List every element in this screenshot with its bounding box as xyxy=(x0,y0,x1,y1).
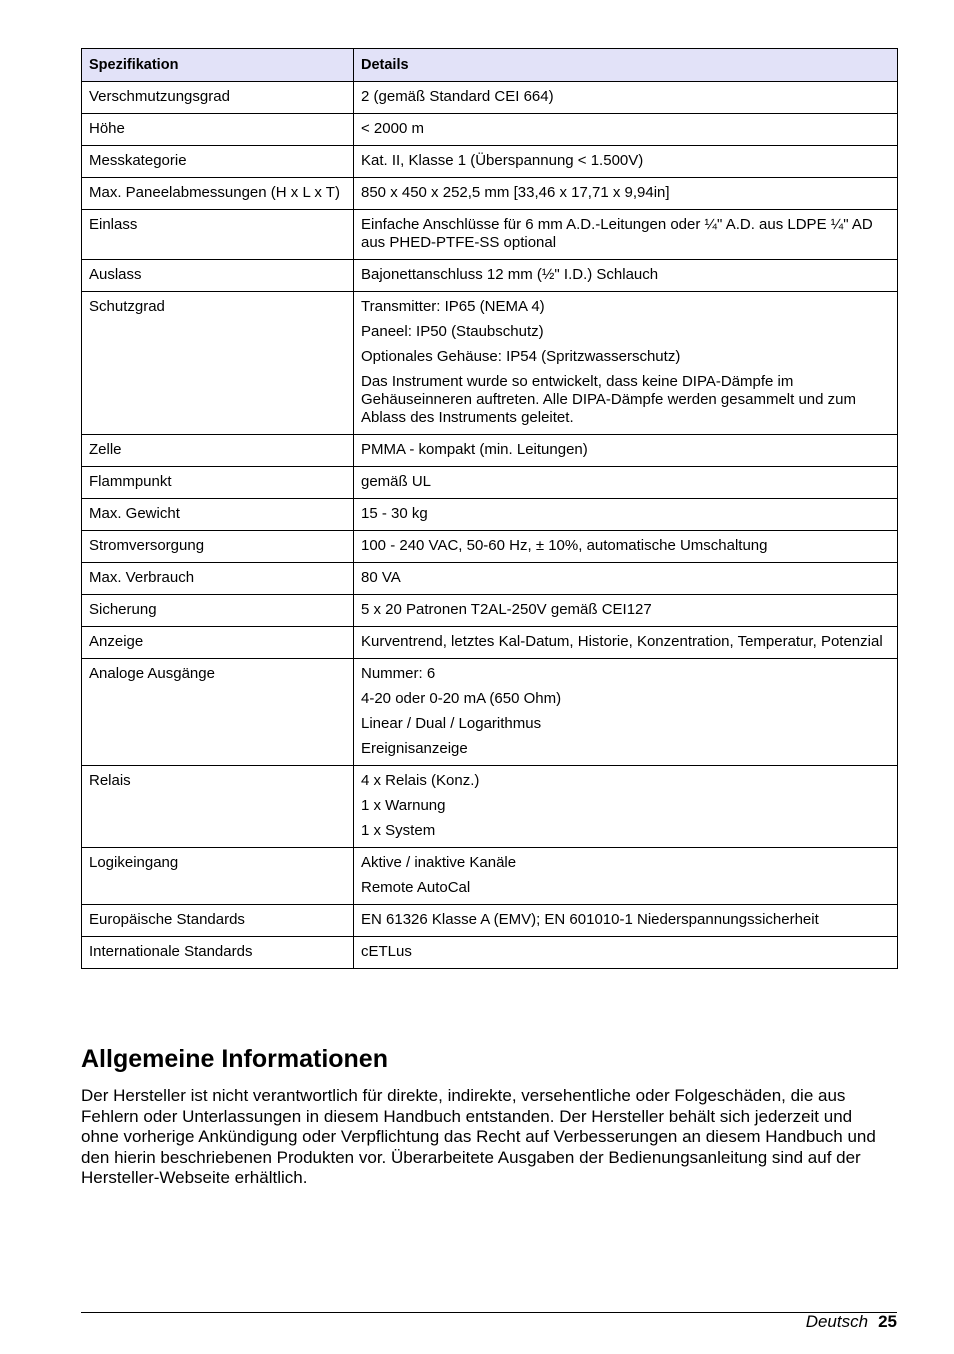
table-row xyxy=(82,178,898,210)
column-header-details: Details xyxy=(354,49,898,82)
section-body-text: Der Hersteller ist nicht verantwortlich für direkte, indirekte, versehentliche oder Folgeschäden, die aus Fehlern oder Unterlassungen in diesem Handbuch entstanden. Der Hersteller behält sich jederzeit und ohne vorherige Ankündigung oder Verpflichtung das Recht auf Verbesserungen an diesem Handbuch und den hierin beschriebenen Produkten vor. Überarbeitete Ausgaben der Bedienungsanleitung sind auf der Hersteller-Webseite erhältlich. xyxy=(81,1086,876,1187)
spec-name-cell: Verschmutzungsgrad xyxy=(82,82,354,114)
spec-name-cell: Internationale Standards xyxy=(82,937,354,969)
spec-detail-line: 850 x 450 x 252,5 mm [33,46 x 17,71 x 9,94in] xyxy=(361,184,670,201)
table-row xyxy=(82,260,898,292)
table-row xyxy=(82,146,898,178)
spec-name-cell: Stromversorgung xyxy=(82,531,354,563)
spec-detail-line: Nummer: 6 xyxy=(361,665,436,682)
spec-details-cell xyxy=(354,178,898,210)
table-row xyxy=(82,499,898,531)
spec-name-cell: Messkategorie xyxy=(82,146,354,178)
spec-details-cell xyxy=(354,563,898,595)
spec-details-cell xyxy=(354,937,898,969)
spec-detail-line: 15 - 30 kg xyxy=(361,505,428,522)
spec-detail-line: 1 x Warnung xyxy=(361,797,446,814)
spec-detail-line: Das Instrument wurde so entwickelt, dass keine DIPA-Dämpfe im Gehäuseinneren auftreten. Alle DIPA-Dämpfe werden gesammelt und zum Ablass des Instruments geleitet. xyxy=(361,373,856,426)
spec-detail-line: 4 x Relais (Konz.) xyxy=(361,772,480,789)
spec-details-cell xyxy=(354,848,898,905)
spec-details-cell xyxy=(354,595,898,627)
table-row xyxy=(82,292,898,435)
spec-detail-line: 5 x 20 Patronen T2AL-250V gemäß CEI127 xyxy=(361,601,652,618)
spec-detail-line: Bajonettanschluss 12 mm (½" I.D.) Schlauch xyxy=(361,266,659,283)
footer-language: Deutsch xyxy=(805,1312,869,1331)
column-header-spec: Spezifikation xyxy=(82,49,354,82)
page-number: 25 xyxy=(878,1312,897,1331)
spec-detail-line: Linear / Dual / Logarithmus xyxy=(361,715,542,732)
spec-detail-line: 4-20 oder 0-20 mA (650 Ohm) xyxy=(361,690,562,707)
spec-name-cell: Europäische Standards xyxy=(82,905,354,937)
table-row xyxy=(82,467,898,499)
spec-details-cell xyxy=(354,435,898,467)
footer-rule xyxy=(81,1312,897,1313)
spec-name-cell: Schutzgrad xyxy=(82,292,354,435)
specification-table xyxy=(81,48,898,969)
spec-detail-line: Remote AutoCal xyxy=(361,879,471,896)
spec-details-cell xyxy=(354,292,898,435)
spec-details-cell xyxy=(354,82,898,114)
spec-details-cell xyxy=(354,905,898,937)
spec-name-cell: Max. Verbrauch xyxy=(82,563,354,595)
table-row xyxy=(82,435,898,467)
spec-details-cell xyxy=(354,114,898,146)
table-row xyxy=(82,848,898,905)
table-row xyxy=(82,114,898,146)
table-row xyxy=(82,595,898,627)
spec-detail-line: 80 VA xyxy=(361,569,401,586)
section-title: Allgemeine Informationen xyxy=(81,1045,388,1073)
page-footer xyxy=(806,1312,897,1332)
spec-details-cell xyxy=(354,260,898,292)
spec-name-cell: Sicherung xyxy=(82,595,354,627)
spec-name-cell: Einlass xyxy=(82,210,354,260)
table-row xyxy=(82,627,898,659)
spec-details-cell xyxy=(354,210,898,260)
table-row xyxy=(82,82,898,114)
spec-detail-line: PMMA - kompakt (min. Leitungen) xyxy=(361,441,588,458)
spec-detail-line: < 2000 m xyxy=(361,120,424,137)
table-row xyxy=(82,210,898,260)
spec-name-cell: Flammpunkt xyxy=(82,467,354,499)
spec-detail-line: 2 (gemäß Standard CEI 664) xyxy=(361,88,554,105)
spec-name-cell: Max. Gewicht xyxy=(82,499,354,531)
spec-details-cell xyxy=(354,659,898,766)
table-row xyxy=(82,905,898,937)
spec-detail-line: Kurventrend, letztes Kal-Datum, Historie, Konzentration, Temperatur, Potenzial xyxy=(361,633,883,650)
spec-detail-line: cETLus xyxy=(361,943,412,960)
table-row xyxy=(82,531,898,563)
spec-detail-line: 100 - 240 VAC, 50-60 Hz, ± 10%, automatische Umschaltung xyxy=(361,537,768,554)
spec-detail-line: EN 61326 Klasse A (EMV); EN 601010-1 Niederspannungssicherheit xyxy=(361,911,819,928)
spec-name-cell: Auslass xyxy=(82,260,354,292)
table-row xyxy=(82,937,898,969)
table-header-row xyxy=(82,49,898,82)
spec-name-cell: Höhe xyxy=(82,114,354,146)
spec-name-cell: Anzeige xyxy=(82,627,354,659)
spec-details-cell xyxy=(354,467,898,499)
spec-detail-line: Optionales Gehäuse: IP54 (Spritzwasserschutz) xyxy=(361,348,681,365)
spec-detail-line: Einfache Anschlüsse für 6 mm A.D.-Leitungen oder ¼" A.D. aus LDPE ¼" AD aus PHED-PTFE-SS optional xyxy=(361,216,873,251)
spec-details-cell xyxy=(354,627,898,659)
spec-name-cell: Zelle xyxy=(82,435,354,467)
table-body xyxy=(82,82,898,969)
spec-detail-line: Kat. II, Klasse 1 (Überspannung < 1.500V) xyxy=(361,152,644,169)
spec-detail-line: Aktive / inaktive Kanäle xyxy=(361,854,517,871)
spec-details-cell xyxy=(354,766,898,848)
spec-detail-line: Ereignisanzeige xyxy=(361,740,468,757)
spec-detail-line: Paneel: IP50 (Staubschutz) xyxy=(361,323,544,340)
table-row xyxy=(82,766,898,848)
spec-details-cell xyxy=(354,499,898,531)
spec-name-cell: Analoge Ausgänge xyxy=(82,659,354,766)
table-row xyxy=(82,659,898,766)
spec-details-cell xyxy=(354,146,898,178)
spec-detail-line: 1 x System xyxy=(361,822,436,839)
spec-name-cell: Max. Paneelabmessungen (H x L x T) xyxy=(82,178,354,210)
spec-name-cell: Logikeingang xyxy=(82,848,354,905)
spec-detail-line: gemäß UL xyxy=(361,473,432,490)
spec-name-cell: Relais xyxy=(82,766,354,848)
table-row xyxy=(82,563,898,595)
spec-detail-line: Transmitter: IP65 (NEMA 4) xyxy=(361,298,545,315)
spec-details-cell xyxy=(354,531,898,563)
